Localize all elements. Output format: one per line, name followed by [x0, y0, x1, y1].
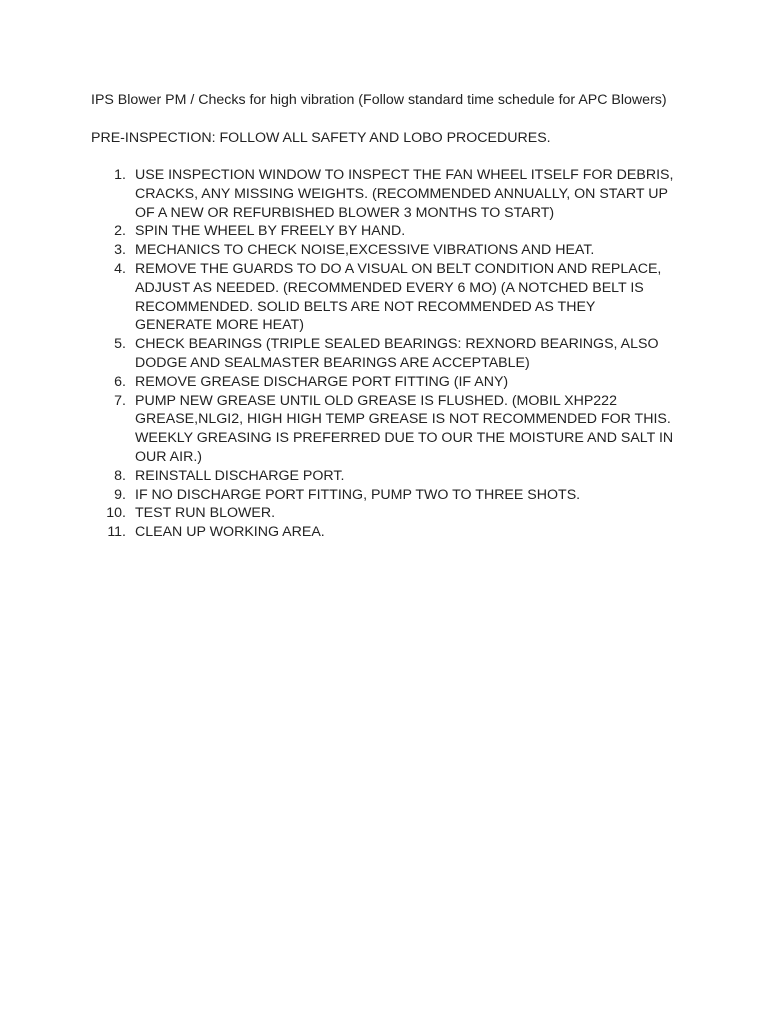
- step-number: 11.: [107, 524, 126, 541]
- list-item: [91, 166, 675, 222]
- list-item: [91, 467, 675, 486]
- step-number: 4.: [114, 260, 126, 277]
- document-page: [91, 91, 691, 542]
- steps-list: [91, 166, 691, 542]
- pre-inspection-note: PRE-INSPECTION: FOLLOW ALL SAFETY AND LOBO PROCEDURES.: [91, 130, 551, 146]
- step-text: SPIN THE WHEEL BY FREELY BY HAND.: [135, 223, 406, 240]
- list-item: [91, 486, 675, 505]
- list-item: [91, 241, 675, 260]
- step-text: MECHANICS TO CHECK NOISE,EXCESSIVE VIBRATIONS AND HEAT.: [135, 242, 595, 259]
- step-number: 8.: [114, 467, 126, 484]
- list-item: [91, 260, 675, 335]
- step-text: IF NO DISCHARGE PORT FITTING, PUMP TWO TO THREE SHOTS.: [135, 486, 581, 503]
- step-text: PUMP NEW GREASE UNTIL OLD GREASE IS FLUSHED. (MOBIL XHP222 GREASE,NLGI2, HIGH HIGH TEMP GREASE IS NOT RECOMMENDED FOR THIS. WEEKLY GREASING IS PREFERRED DUE TO OUR THE MOISTURE AND SALT IN OUR AIR.): [135, 392, 674, 465]
- step-number: 7.: [114, 392, 126, 409]
- step-number: 10.: [106, 505, 126, 522]
- step-number: 9.: [114, 486, 126, 503]
- step-text: CHECK BEARINGS (TRIPLE SEALED BEARINGS: REXNORD BEARINGS, ALSO DODGE AND SEALMASTER BEARINGS ARE ACCEPTABLE): [135, 336, 659, 371]
- step-number: 3.: [114, 242, 126, 259]
- list-item: [91, 504, 675, 523]
- step-number: 6.: [114, 373, 126, 390]
- step-text: USE INSPECTION WINDOW TO INSPECT THE FAN WHEEL ITSELF FOR DEBRIS, CRACKS, ANY MISSING WEIGHTS. (RECOMMENDED ANNUALLY, ON START UP OF A NEW OR REFURBISHED BLOWER 3 MONTHS TO START): [135, 167, 674, 221]
- step-number: 1.: [114, 167, 126, 183]
- step-text: TEST RUN BLOWER.: [135, 505, 276, 522]
- step-number: 2.: [114, 223, 126, 240]
- step-text: REMOVE THE GUARDS TO DO A VISUAL ON BELT CONDITION AND REPLACE, ADJUST AS NEEDED. (RECOMMENDED EVERY 6 MO) (A NOTCHED BELT IS RECOMMENDED. SOLID BELTS ARE NOT RECOMMENDED AS THEY GENERATE MORE HEAT): [135, 260, 662, 334]
- step-text: CLEAN UP WORKING AREA.: [135, 524, 325, 541]
- list-item: [91, 222, 675, 241]
- step-text: REINSTALL DISCHARGE PORT.: [135, 467, 345, 484]
- list-item: [91, 373, 675, 392]
- step-text: REMOVE GREASE DISCHARGE PORT FITTING (IF ANY): [135, 373, 509, 390]
- list-item: [91, 392, 675, 467]
- document-title: IPS Blower PM / Checks for high vibration (Follow standard time schedule for APC Blowers): [91, 92, 667, 108]
- step-number: 5.: [114, 336, 126, 353]
- list-item: [91, 523, 675, 542]
- list-item: [91, 335, 675, 373]
